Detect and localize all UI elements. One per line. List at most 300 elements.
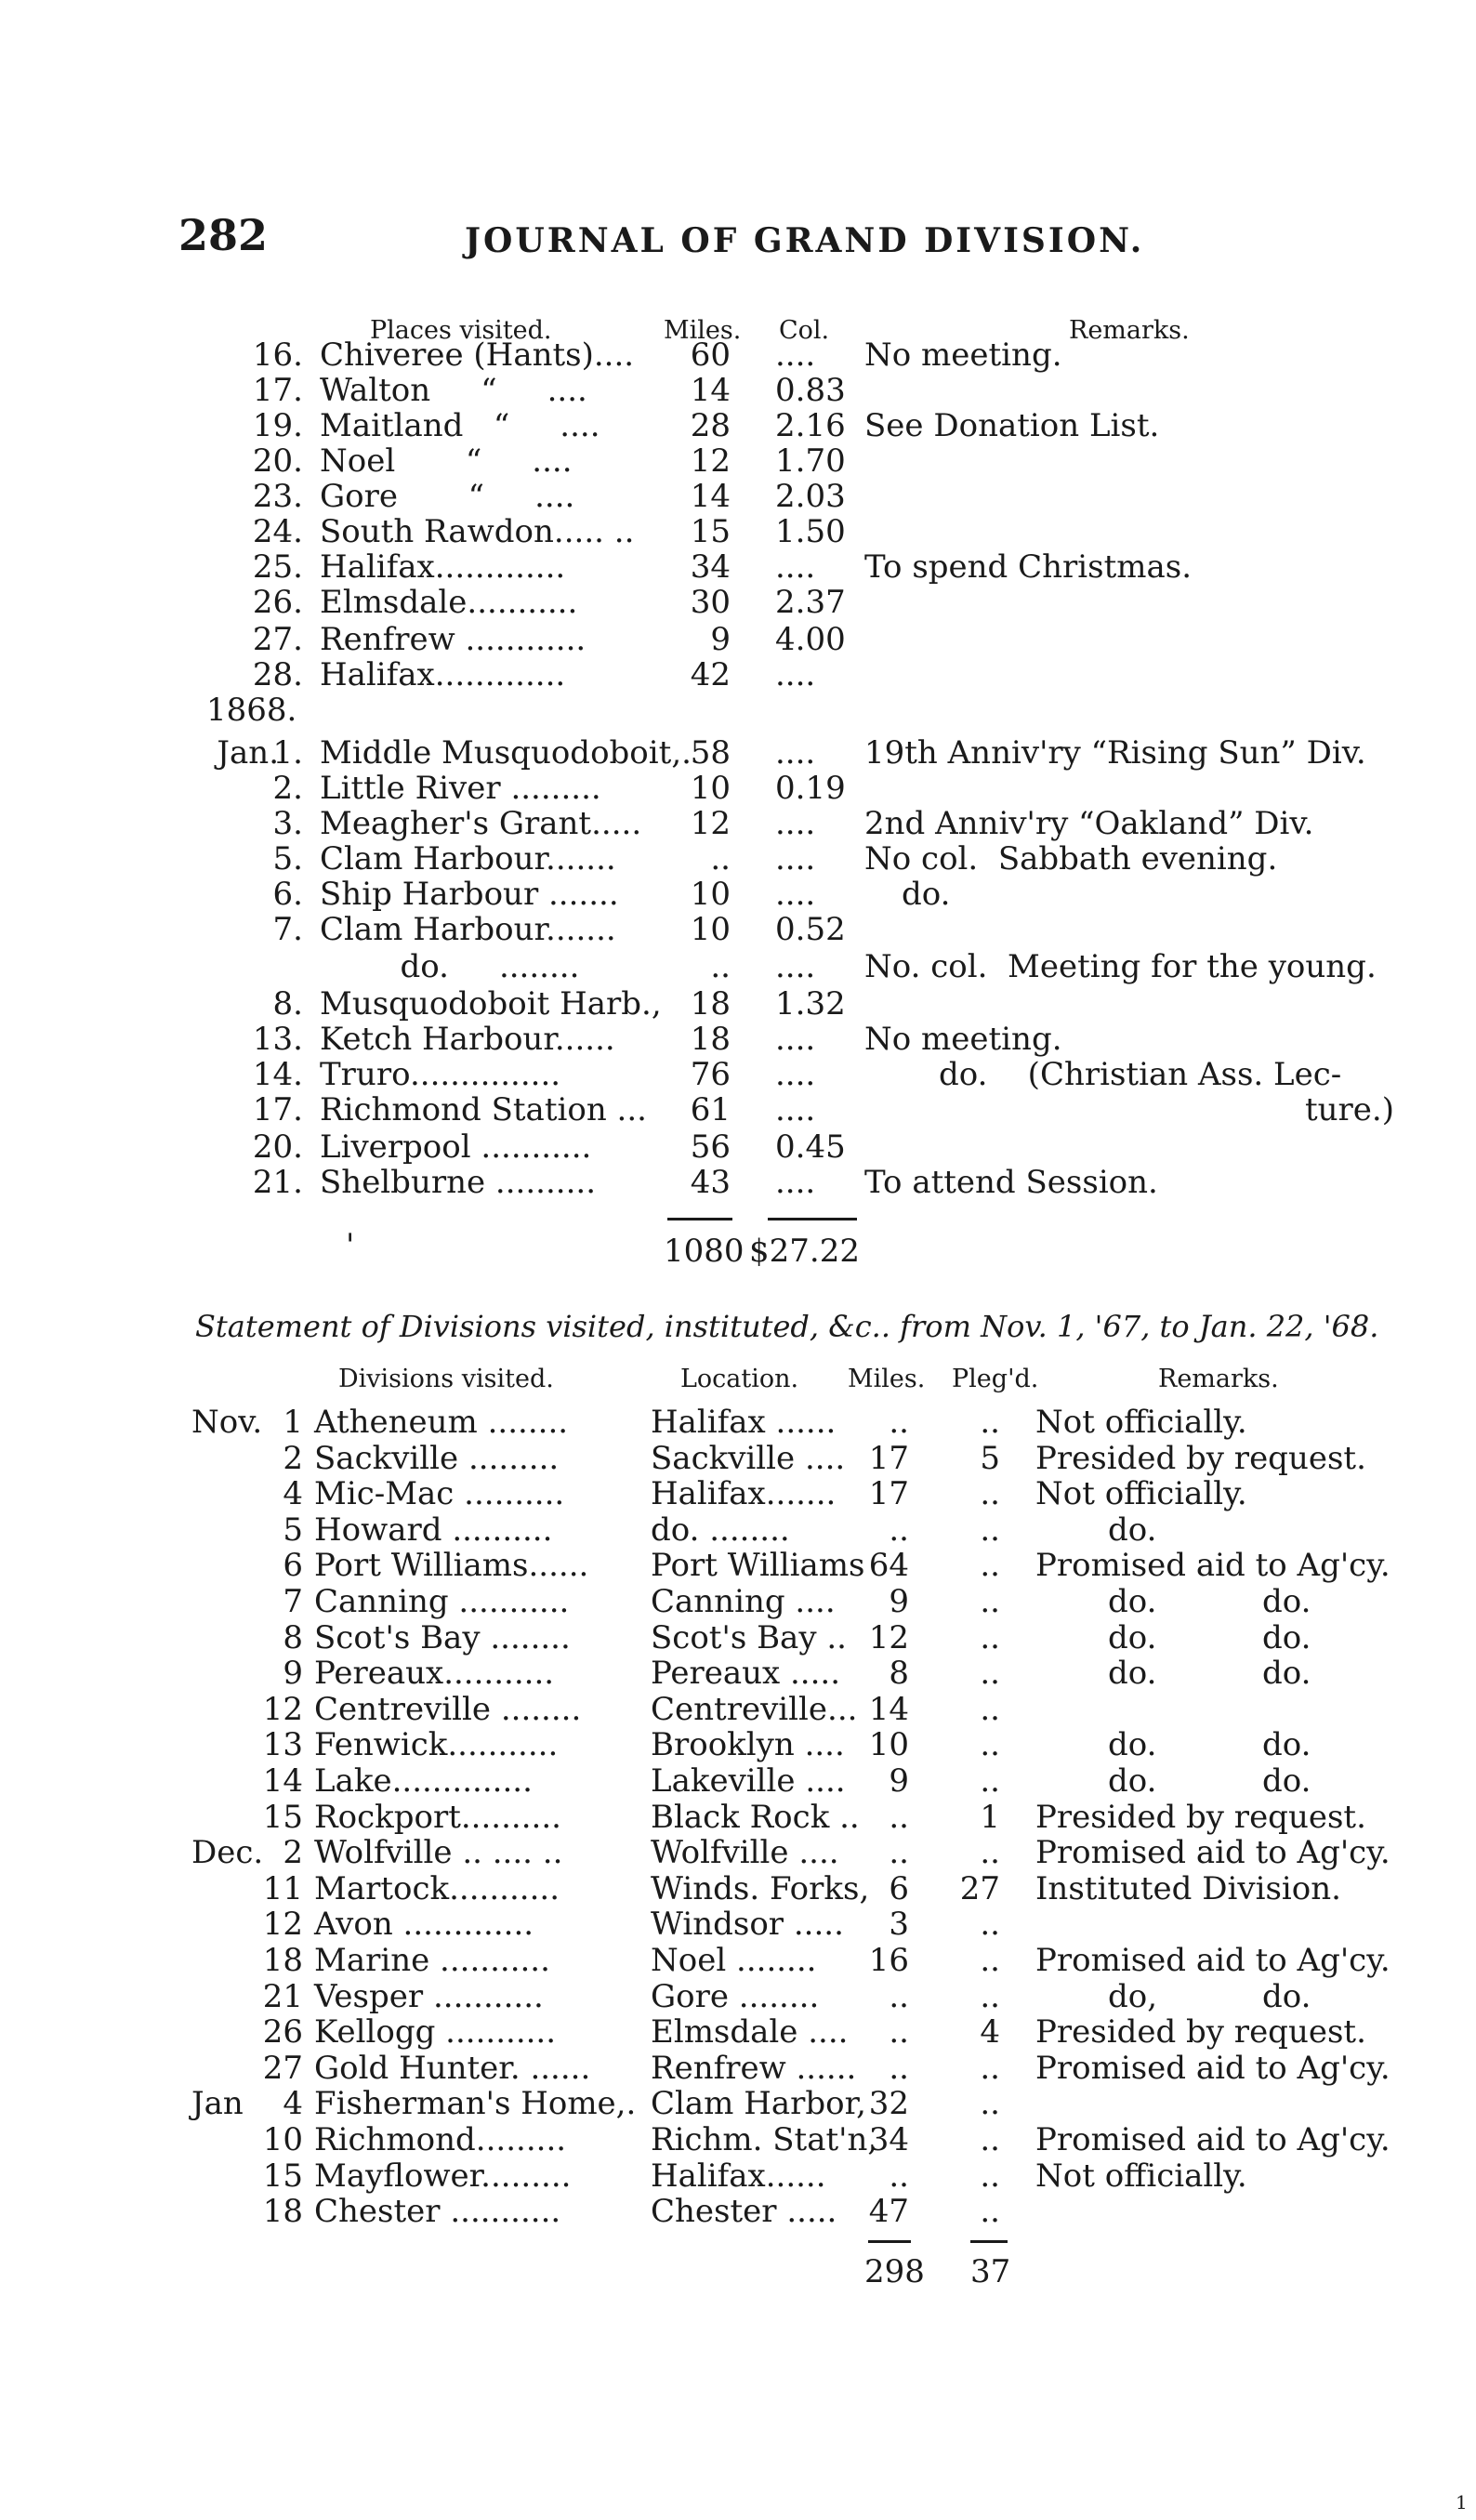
running-head: JOURNAL OF GRAND DIVISION. bbox=[465, 221, 1145, 260]
visit-place: Clam Harbour....... bbox=[320, 911, 616, 948]
statement-total-pledged: 37 bbox=[970, 2253, 1011, 2290]
visit-day: 2. bbox=[272, 770, 303, 807]
visit-col: .... bbox=[775, 734, 816, 772]
visit-place: Gore “ .... bbox=[320, 478, 575, 515]
statement-pledged: .. bbox=[980, 1547, 1000, 1584]
statement-header-miles: Miles. bbox=[848, 1365, 926, 1393]
statement-day: 4 bbox=[283, 2085, 303, 2122]
statement-day: 2 bbox=[283, 1440, 303, 1477]
year-1868: 1868. bbox=[206, 692, 297, 729]
statement-remarks: Not officially. bbox=[1035, 2157, 1247, 2195]
statement-remarks: do. bbox=[1108, 1583, 1157, 1620]
visit-place: do. ........ bbox=[320, 948, 580, 985]
statement-day: 12 bbox=[262, 1691, 303, 1728]
visit-row bbox=[0, 621, 1476, 656]
visit-col: .... bbox=[775, 656, 816, 693]
visit-place: Halifax............. bbox=[320, 656, 566, 693]
statement-remarks-second: do. bbox=[1262, 1583, 1311, 1620]
visit-miles: 14 bbox=[690, 372, 731, 409]
statement-division: Chester ........... bbox=[314, 2193, 561, 2230]
statement-miles: .. bbox=[889, 1834, 909, 1871]
visit-place: South Rawdon..... .. bbox=[320, 513, 635, 550]
statement-pledged: .. bbox=[980, 1655, 1000, 1692]
statement-pledged: .. bbox=[980, 2193, 1000, 2230]
statement-location: Port Williams bbox=[651, 1547, 865, 1584]
visit-day: 14. bbox=[252, 1056, 303, 1093]
statement-division: Vesper ........... bbox=[314, 1978, 544, 2015]
visit-row bbox=[0, 840, 1476, 876]
statement-miles: .. bbox=[889, 2157, 909, 2195]
statement-row bbox=[0, 2085, 1476, 2120]
visit-day: 24. bbox=[252, 513, 303, 550]
visit-row bbox=[0, 985, 1476, 1021]
visits-total-col: $27.22 bbox=[749, 1233, 860, 1270]
visit-miles: 18 bbox=[690, 1021, 731, 1058]
visit-day: 16. bbox=[252, 336, 303, 374]
statement-miles: 6 bbox=[889, 1870, 909, 1907]
statement-remarks: Promised aid to Ag'cy. bbox=[1035, 1942, 1390, 1979]
statement-row bbox=[0, 1619, 1476, 1655]
visit-day: 8. bbox=[272, 985, 303, 1023]
statement-location: Renfrew ...... bbox=[651, 2050, 857, 2087]
statement-location: Black Rock .. bbox=[651, 1799, 860, 1836]
statement-row bbox=[0, 1583, 1476, 1618]
visit-place: Maitland “ .... bbox=[320, 407, 600, 444]
statement-miles: 9 bbox=[889, 1583, 909, 1620]
statement-row bbox=[0, 1440, 1476, 1475]
visit-day: 19. bbox=[252, 407, 303, 444]
visit-col: 1.70 bbox=[775, 442, 846, 480]
visit-remarks: To spend Christmas. bbox=[864, 548, 1193, 586]
statement-location: Elmsdale .... bbox=[651, 2013, 849, 2051]
statement-location: Sackville .... bbox=[651, 1440, 846, 1477]
statement-remarks-second: do. bbox=[1262, 1978, 1311, 2015]
statement-remarks: do. bbox=[1108, 1762, 1157, 1800]
visit-row bbox=[0, 1091, 1476, 1127]
statement-header-divisions: Divisions visited. bbox=[338, 1365, 554, 1393]
statement-row bbox=[0, 1906, 1476, 1941]
statement-day: 6 bbox=[283, 1547, 303, 1584]
statement-location: Noel ........ bbox=[651, 1942, 817, 1979]
visit-miles: 76 bbox=[690, 1056, 731, 1093]
statement-day: 18 bbox=[262, 2193, 303, 2230]
visit-miles: 12 bbox=[690, 442, 731, 480]
statement-title: Statement of Divisions visited, instituted, &c.. from Nov. 1, '67, to Jan. 22, '68. bbox=[195, 1309, 1379, 1344]
statement-remarks: Not officially. bbox=[1035, 1404, 1247, 1441]
visit-miles: 14 bbox=[690, 478, 731, 515]
statement-division: Lake.............. bbox=[314, 1762, 533, 1800]
visit-miles: 12 bbox=[690, 805, 731, 842]
statement-miles: .. bbox=[889, 1511, 909, 1549]
visit-place: Shelburne .......... bbox=[320, 1164, 597, 1201]
statement-row bbox=[0, 1799, 1476, 1834]
statement-miles: 16 bbox=[868, 1942, 909, 1979]
visit-place: Meagher's Grant..... bbox=[320, 805, 642, 842]
corner-mark: 1 bbox=[1456, 2491, 1468, 2513]
page-number: 282 bbox=[178, 210, 269, 260]
visit-row bbox=[0, 876, 1476, 911]
visit-col: 1.32 bbox=[775, 985, 846, 1023]
statement-row bbox=[0, 1475, 1476, 1511]
visit-miles: 18 bbox=[690, 985, 731, 1023]
statement-pledged: .. bbox=[980, 1978, 1000, 2015]
statement-pledged: 27 bbox=[959, 1870, 1000, 1907]
statement-remarks: do. bbox=[1108, 1511, 1157, 1549]
statement-location: Halifax...... bbox=[651, 2157, 826, 2195]
visits-total-rule-miles bbox=[667, 1218, 732, 1220]
visit-place: Little River ......... bbox=[320, 770, 601, 807]
statement-location: Windsor ..... bbox=[651, 1906, 844, 1943]
statement-remarks: Presided by request. bbox=[1035, 1440, 1366, 1477]
statement-remarks: do. bbox=[1108, 1726, 1157, 1763]
statement-day: 8 bbox=[283, 1619, 303, 1656]
statement-month: Dec. bbox=[191, 1834, 264, 1871]
statement-miles: 47 bbox=[868, 2193, 909, 2230]
visit-miles: 58 bbox=[690, 734, 731, 772]
statement-miles: 17 bbox=[868, 1440, 909, 1477]
statement-pledged: .. bbox=[980, 1619, 1000, 1656]
statement-total-rule-miles bbox=[868, 2240, 911, 2243]
visit-remarks: No. col. Meeting for the young. bbox=[864, 948, 1377, 985]
statement-day: 9 bbox=[283, 1655, 303, 1692]
visit-col: 0.52 bbox=[775, 911, 846, 948]
statement-day: 5 bbox=[283, 1511, 303, 1549]
visit-place: Noel “ .... bbox=[320, 442, 573, 480]
statement-day: 7 bbox=[283, 1583, 303, 1620]
visit-row bbox=[0, 805, 1476, 840]
visit-day: 26. bbox=[252, 584, 303, 621]
visit-remarks: No meeting. bbox=[864, 336, 1062, 374]
visit-col: 0.45 bbox=[775, 1128, 846, 1166]
statement-pledged: 4 bbox=[980, 2013, 1000, 2051]
statement-remarks-second: do. bbox=[1262, 1762, 1311, 1800]
statement-pledged: .. bbox=[980, 2157, 1000, 2195]
visit-miles: 10 bbox=[690, 770, 731, 807]
visit-place: Musquodoboit Harb., bbox=[320, 985, 662, 1023]
visit-miles: 61 bbox=[690, 1091, 731, 1128]
visit-row bbox=[0, 513, 1476, 548]
statement-division: Pereaux........... bbox=[314, 1655, 555, 1692]
visit-miles: .. bbox=[710, 948, 731, 985]
visit-month: Jan. bbox=[217, 734, 279, 772]
visit-remarks: No col. Sabbath evening. bbox=[864, 840, 1278, 877]
visit-col: .... bbox=[775, 336, 816, 374]
statement-remarks-second: do. bbox=[1262, 1726, 1311, 1763]
statement-pledged: .. bbox=[980, 1475, 1000, 1512]
statement-row bbox=[0, 1691, 1476, 1726]
visit-remarks: ture.) bbox=[1304, 1091, 1394, 1128]
visit-remarks: 19th Anniv'ry “Rising Sun” Div. bbox=[864, 734, 1366, 772]
visit-col: 4.00 bbox=[775, 621, 846, 658]
statement-division: Kellogg ........... bbox=[314, 2013, 557, 2051]
statement-day: 14 bbox=[262, 1762, 303, 1800]
statement-row bbox=[0, 2121, 1476, 2157]
statement-miles: 64 bbox=[868, 1547, 909, 1584]
statement-day: 2 bbox=[283, 1834, 303, 1871]
statement-day: 27 bbox=[262, 2050, 303, 2087]
visit-place: Renfrew ............ bbox=[320, 621, 586, 658]
visit-row bbox=[0, 734, 1476, 770]
statement-division: Scot's Bay ........ bbox=[314, 1619, 571, 1656]
statement-location: Canning .... bbox=[651, 1583, 836, 1620]
statement-row bbox=[0, 1870, 1476, 1906]
statement-pledged: 1 bbox=[980, 1799, 1000, 1836]
statement-miles: 14 bbox=[868, 1691, 909, 1728]
visit-miles: 10 bbox=[690, 911, 731, 948]
statement-header-remarks: Remarks. bbox=[1158, 1365, 1279, 1393]
statement-miles: .. bbox=[889, 2050, 909, 2087]
visit-miles: 30 bbox=[690, 584, 731, 621]
statement-day: 26 bbox=[262, 2013, 303, 2051]
visit-day: 7. bbox=[272, 911, 303, 948]
visit-place: Ship Harbour ....... bbox=[320, 876, 619, 913]
visit-day: 25. bbox=[252, 548, 303, 586]
statement-location: Brooklyn .... bbox=[651, 1726, 845, 1763]
visit-remarks: 2nd Anniv'ry “Oakland” Div. bbox=[864, 805, 1314, 842]
statement-location: Lakeville .... bbox=[651, 1762, 846, 1800]
visit-col: .... bbox=[775, 1091, 816, 1128]
visit-day: 13. bbox=[252, 1021, 303, 1058]
visit-row bbox=[0, 1128, 1476, 1164]
statement-remarks: Promised aid to Ag'cy. bbox=[1035, 2050, 1390, 2087]
statement-day: 15 bbox=[262, 2157, 303, 2195]
visit-col: .... bbox=[775, 876, 816, 913]
statement-location: Clam Harbor, bbox=[651, 2085, 866, 2122]
statement-day: 11 bbox=[262, 1870, 303, 1907]
visit-col: 2.03 bbox=[775, 478, 846, 515]
statement-division: Howard .......... bbox=[314, 1511, 553, 1549]
visit-col: 0.19 bbox=[775, 770, 846, 807]
visit-place: Truro............... bbox=[320, 1056, 561, 1093]
statement-row bbox=[0, 1978, 1476, 2013]
statement-row bbox=[0, 2193, 1476, 2228]
visit-col: 1.50 bbox=[775, 513, 846, 550]
statement-pledged: .. bbox=[980, 1404, 1000, 1441]
statement-miles: 17 bbox=[868, 1475, 909, 1512]
statement-division: Avon ............. bbox=[314, 1906, 534, 1943]
statement-division: Rockport.......... bbox=[314, 1799, 561, 1836]
statement-miles: 9 bbox=[889, 1762, 909, 1800]
visit-miles: 34 bbox=[690, 548, 731, 586]
statement-pledged: .. bbox=[980, 1583, 1000, 1620]
visit-place: Clam Harbour....... bbox=[320, 840, 616, 877]
visit-place: Liverpool ........... bbox=[320, 1128, 592, 1166]
statement-location: Gore ........ bbox=[651, 1978, 820, 2015]
statement-location: Pereaux ..... bbox=[651, 1655, 841, 1692]
statement-remarks-second: do. bbox=[1262, 1619, 1311, 1656]
visit-col: .... bbox=[775, 840, 816, 877]
statement-location: Chester ..... bbox=[651, 2193, 837, 2230]
statement-remarks: do. bbox=[1108, 1655, 1157, 1692]
statement-pledged: .. bbox=[980, 1834, 1000, 1871]
statement-pledged: .. bbox=[980, 1691, 1000, 1728]
statement-division: Fenwick........... bbox=[314, 1726, 559, 1763]
visit-row bbox=[0, 372, 1476, 407]
visit-day: 28. bbox=[252, 656, 303, 693]
statement-division: Mic-Mac .......... bbox=[314, 1475, 565, 1512]
statement-division: Richmond......... bbox=[314, 2121, 567, 2158]
visit-place: Walton “ .... bbox=[320, 372, 587, 409]
statement-pledged: .. bbox=[980, 2121, 1000, 2158]
statement-location: Scot's Bay .. bbox=[651, 1619, 847, 1656]
visit-place: Chiveree (Hants).... bbox=[320, 336, 635, 374]
statement-header-pledged: Pleg'd. bbox=[952, 1365, 1039, 1393]
statement-location: Winds. Forks, bbox=[651, 1870, 870, 1907]
visit-day: 23. bbox=[252, 478, 303, 515]
visit-row bbox=[0, 548, 1476, 584]
statement-remarks: Instituted Division. bbox=[1035, 1870, 1341, 1907]
statement-row bbox=[0, 1511, 1476, 1547]
statement-miles: 32 bbox=[868, 2085, 909, 2122]
statement-day: 4 bbox=[283, 1475, 303, 1512]
statement-division: Canning ........... bbox=[314, 1583, 570, 1620]
visit-place: Ketch Harbour...... bbox=[320, 1021, 615, 1058]
statement-miles: .. bbox=[889, 1978, 909, 2015]
statement-row bbox=[0, 1547, 1476, 1582]
visits-header-col: Col. bbox=[779, 316, 830, 345]
visit-col: .... bbox=[775, 548, 816, 586]
visit-miles: 28 bbox=[690, 407, 731, 444]
visit-col: .... bbox=[775, 805, 816, 842]
visit-row bbox=[0, 478, 1476, 513]
statement-division: Wolfville .. .... .. bbox=[314, 1834, 563, 1871]
visit-col: 2.37 bbox=[775, 584, 846, 621]
visit-row bbox=[0, 584, 1476, 619]
visit-row bbox=[0, 407, 1476, 442]
statement-location: Halifax....... bbox=[651, 1475, 837, 1512]
statement-remarks: Promised aid to Ag'cy. bbox=[1035, 1547, 1390, 1584]
statement-division: Gold Hunter. ...... bbox=[314, 2050, 591, 2087]
statement-remarks: do, bbox=[1108, 1978, 1158, 2015]
statement-location: Richm. Stat'n, bbox=[651, 2121, 878, 2158]
visit-miles: 56 bbox=[690, 1128, 731, 1166]
visit-remarks: do. bbox=[902, 876, 951, 913]
statement-division: Martock........... bbox=[314, 1870, 560, 1907]
statement-pledged: .. bbox=[980, 1762, 1000, 1800]
visit-row bbox=[0, 1164, 1476, 1199]
statement-row bbox=[0, 1942, 1476, 1977]
statement-pledged: .. bbox=[980, 2085, 1000, 2122]
visit-miles: 15 bbox=[690, 513, 731, 550]
visit-day: 17. bbox=[252, 1091, 303, 1128]
visit-col: 0.83 bbox=[775, 372, 846, 409]
visit-col: .... bbox=[775, 1056, 816, 1093]
statement-miles: .. bbox=[889, 1404, 909, 1441]
statement-location: do. ........ bbox=[651, 1511, 790, 1549]
visit-row bbox=[0, 1021, 1476, 1056]
statement-division: Marine ........... bbox=[314, 1942, 550, 1979]
visit-row bbox=[0, 442, 1476, 478]
statement-header-location: Location. bbox=[680, 1365, 799, 1393]
statement-location: Halifax ...... bbox=[651, 1404, 837, 1441]
statement-miles: 12 bbox=[868, 1619, 909, 1656]
statement-month: Jan bbox=[191, 2085, 244, 2122]
statement-division: Mayflower......... bbox=[314, 2157, 572, 2195]
statement-remarks: Promised aid to Ag'cy. bbox=[1035, 2121, 1390, 2158]
visits-total-mark: ' bbox=[346, 1227, 355, 1264]
statement-miles: 10 bbox=[868, 1726, 909, 1763]
statement-pledged: .. bbox=[980, 1942, 1000, 1979]
visits-header-remarks: Remarks. bbox=[1069, 316, 1190, 345]
visit-row bbox=[0, 656, 1476, 692]
visit-remarks: No meeting. bbox=[864, 1021, 1062, 1058]
statement-day: 12 bbox=[262, 1906, 303, 1943]
visit-remarks: See Donation List. bbox=[864, 407, 1160, 444]
visit-miles: .. bbox=[710, 840, 731, 877]
visit-miles: 42 bbox=[690, 656, 731, 693]
statement-miles: 3 bbox=[889, 1906, 909, 1943]
statement-remarks: do. bbox=[1108, 1619, 1157, 1656]
statement-row bbox=[0, 2013, 1476, 2049]
visits-header-miles: Miles. bbox=[664, 316, 742, 345]
visit-place: Middle Musquodoboit,. bbox=[320, 734, 692, 772]
visit-day: 6. bbox=[272, 876, 303, 913]
visit-row bbox=[0, 336, 1476, 372]
statement-miles: 8 bbox=[889, 1655, 909, 1692]
statement-row bbox=[0, 1655, 1476, 1690]
statement-row bbox=[0, 1404, 1476, 1439]
statement-pledged: .. bbox=[980, 2050, 1000, 2087]
statement-month: Nov. bbox=[191, 1404, 263, 1441]
statement-pledged: 5 bbox=[980, 1440, 1000, 1477]
visit-day: 5. bbox=[272, 840, 303, 877]
statement-miles: 34 bbox=[868, 2121, 909, 2158]
statement-pledged: .. bbox=[980, 1511, 1000, 1549]
visit-col: .... bbox=[775, 1021, 816, 1058]
statement-row bbox=[0, 1726, 1476, 1761]
visit-miles: 43 bbox=[690, 1164, 731, 1201]
statement-pledged: .. bbox=[980, 1906, 1000, 1943]
visit-place: Elmsdale........... bbox=[320, 584, 578, 621]
statement-remarks-second: do. bbox=[1262, 1655, 1311, 1692]
visit-place: Halifax............. bbox=[320, 548, 566, 586]
visit-day: 20. bbox=[252, 442, 303, 480]
visit-row bbox=[0, 911, 1476, 946]
statement-total-miles: 298 bbox=[864, 2253, 925, 2290]
visits-total-rule-col bbox=[768, 1218, 857, 1220]
statement-remarks: Presided by request. bbox=[1035, 2013, 1366, 2051]
visit-col: .... bbox=[775, 948, 816, 985]
visit-miles: 10 bbox=[690, 876, 731, 913]
statement-day: 18 bbox=[262, 1942, 303, 1979]
statement-division: Port Williams...... bbox=[314, 1547, 589, 1584]
visit-row bbox=[0, 770, 1476, 805]
visit-remarks: To attend Session. bbox=[864, 1164, 1158, 1201]
statement-miles: .. bbox=[889, 1799, 909, 1836]
statement-row bbox=[0, 2157, 1476, 2193]
visit-day: 1. bbox=[272, 734, 303, 772]
visit-miles: 60 bbox=[690, 336, 731, 374]
statement-day: 21 bbox=[262, 1978, 303, 2015]
visit-row bbox=[0, 948, 1476, 983]
statement-day: 1 bbox=[283, 1404, 303, 1441]
visit-day: 3. bbox=[272, 805, 303, 842]
visit-col: .... bbox=[775, 1164, 816, 1201]
statement-miles: .. bbox=[889, 2013, 909, 2051]
statement-remarks: Promised aid to Ag'cy. bbox=[1035, 1834, 1390, 1871]
statement-division: Sackville ......... bbox=[314, 1440, 560, 1477]
visit-place: Richmond Station ... bbox=[320, 1091, 647, 1128]
visit-day: 21. bbox=[252, 1164, 303, 1201]
visits-header-places: Places visited. bbox=[370, 316, 552, 345]
statement-day: 15 bbox=[262, 1799, 303, 1836]
visit-remarks: do. (Christian Ass. Lec- bbox=[939, 1056, 1342, 1093]
visits-total-miles: 1080 bbox=[664, 1233, 745, 1270]
statement-division: Fisherman's Home,. bbox=[314, 2085, 637, 2122]
statement-division: Atheneum ........ bbox=[314, 1404, 569, 1441]
visit-row bbox=[0, 1056, 1476, 1091]
statement-location: Wolfville .... bbox=[651, 1834, 839, 1871]
